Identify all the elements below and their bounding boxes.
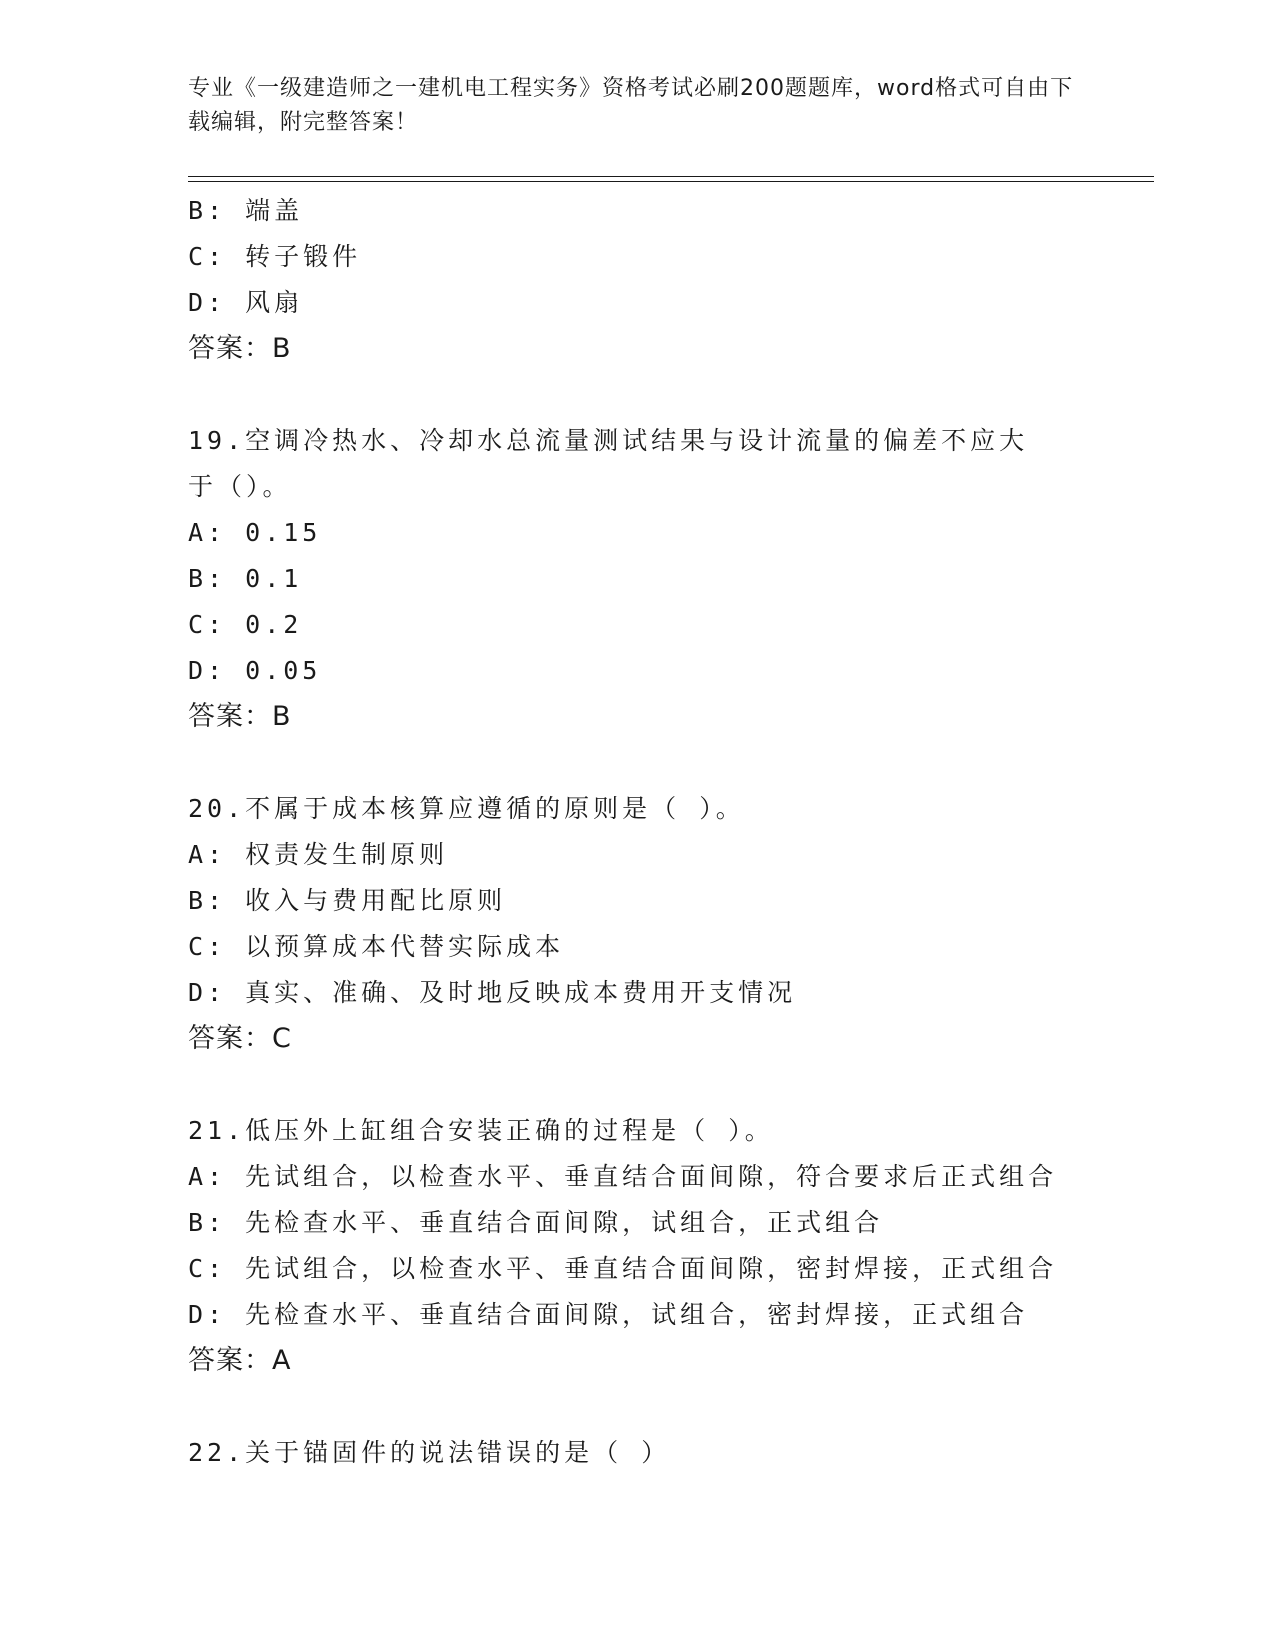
- option-d: D: 风扇: [188, 288, 304, 317]
- option-d: D: 真实、准确、及时地反映成本费用开支情况: [188, 978, 797, 1007]
- question-22: [188, 1430, 1088, 1476]
- document-header: [188, 72, 1088, 140]
- option-b: B: 先检查水平、垂直结合面间隙，试组合，正式组合: [188, 1208, 884, 1237]
- answer-line: 答案：C: [188, 1023, 292, 1054]
- header-title: 专业《一级建造师之一建机电工程实务》资格考试必刷200题题库，word格式可自由下载编辑，附完整答案！: [188, 76, 1074, 135]
- question-18: [188, 188, 1088, 372]
- question-21: [188, 1108, 1088, 1384]
- option-c: C: 以预算成本代替实际成本: [188, 932, 565, 961]
- answer-line: 答案：B: [188, 701, 292, 732]
- option-b: B: 0.1: [188, 564, 303, 593]
- option-a: A: 先试组合，以检查水平、垂直结合面间隙，符合要求后正式组合: [188, 1162, 1058, 1191]
- question-stem: 20.不属于成本核算应遵循的原则是（ ）。: [188, 794, 745, 823]
- option-d: D: 0.05: [188, 656, 322, 685]
- question-stem: 19.空调冷热水、冷却水总流量测试结果与设计流量的偏差不应大于（）。: [188, 426, 1029, 501]
- document-body: [188, 188, 1088, 1476]
- question-stem: 22.关于锚固件的说法错误的是（ ）: [188, 1438, 671, 1467]
- question-stem: 21.低压外上缸组合安装正确的过程是（ ）。: [188, 1116, 774, 1145]
- option-a: A: 0.15: [188, 518, 322, 547]
- header-rule-bottom: [188, 181, 1154, 182]
- option-c: C: 转子锻件: [188, 242, 362, 271]
- question-19: [188, 418, 1088, 740]
- option-c: C: 0.2: [188, 610, 303, 639]
- option-a: A: 权责发生制原则: [188, 840, 449, 869]
- option-c: C: 先试组合，以检查水平、垂直结合面间隙，密封焊接，正式组合: [188, 1254, 1058, 1283]
- answer-line: 答案：A: [188, 1345, 292, 1376]
- option-b: B: 端盖: [188, 196, 304, 225]
- option-b: B: 收入与费用配比原则: [188, 886, 507, 915]
- header-rule-top: [188, 176, 1154, 177]
- answer-line: 答案：B: [188, 333, 292, 364]
- option-d: D: 先检查水平、垂直结合面间隙，试组合，密封焊接，正式组合: [188, 1300, 1029, 1329]
- question-20: [188, 786, 1088, 1062]
